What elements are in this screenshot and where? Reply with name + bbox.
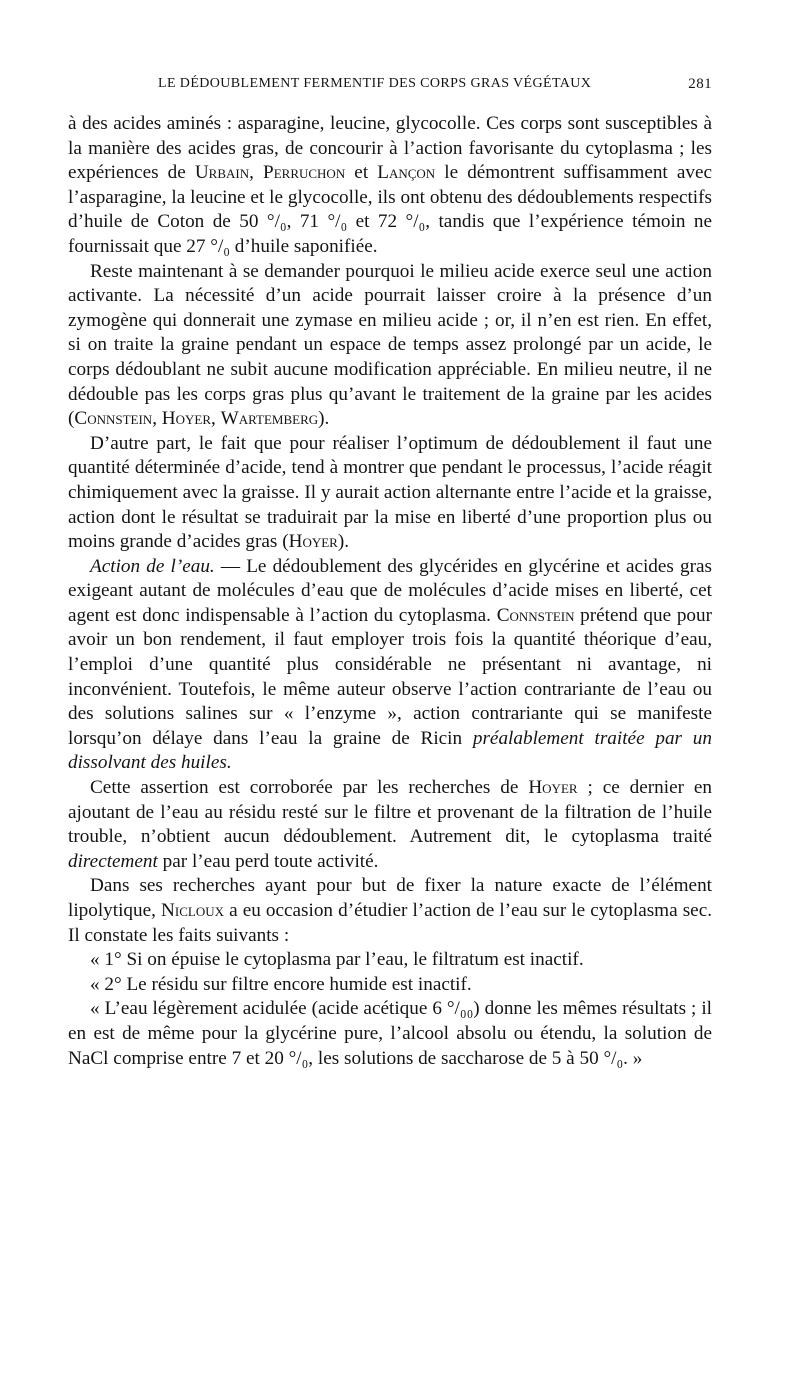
text-run: — Le dédoublement des glycérides en glycérine et acides gras exigeant autant de molécules d’eau que de molécules d’acide mises en liberté, cet agent est donc indispensable à l’action du cytoplasma. — [68, 555, 712, 626]
italic-run: préalablement traitée par un dissolvant des huiles. — [68, 727, 712, 774]
text-run: a eu occasion d’étudier l’action de l’eau sur le cytoplasma sec. Il constate les faits suivants : — [68, 900, 713, 946]
paragraph — [68, 260, 712, 432]
text-run: ; ce dernier en ajoutant de l’eau au résidu resté sur le filtre et provenant de la filtration de l’huile trouble, n’obtient aucun dédoublement. Autrement dit, le cytoplasma traité — [68, 777, 712, 848]
text-run: , — [152, 408, 162, 430]
text-run: par l’eau perd toute activité. — [157, 850, 379, 872]
author-name: Wartemberg — [220, 408, 319, 430]
text-run: D’autre part, le fait que pour réaliser l’optimum de dédoublement il faut une quantité déterminée d’acide, tend à montrer que pendant le processus, l’acide réagit chimiquement avec la graisse. Il y aurait action alternante entre l’acide et la graisse, action dont le résultat se traduirait par la mise en liberté d’une proportion plus ou moins grande d’acides gras ( — [68, 432, 712, 553]
author-name: Hoyer — [161, 408, 212, 430]
author-name: Urbain — [194, 162, 250, 184]
body-text — [68, 112, 712, 1071]
paragraph — [68, 874, 712, 948]
text-run: le démontrent suffisamment avec l’asparagine, la leucine et le glycocolle, ils ont obtenu des dédoublements respectifs d’huile de Coton de 50 °/₀, 71 °/₀ et 72 °/₀, tandis que l’expérience témoin ne fournissait que 27 °/₀ d’huile saponifiée. — [68, 162, 712, 257]
text-run: , — [211, 408, 221, 430]
text-run: à des acides aminés : asparagine, leucine, glycocolle. Ces corps sont susceptibles à la manière des acides gras, de concourir à l’action favorisante du cytoplasma ; les expériences de — [68, 113, 712, 184]
author-name: Connstein — [74, 408, 153, 430]
paragraph — [68, 432, 712, 555]
quote-paragraph — [68, 997, 712, 1071]
text-run: , — [249, 162, 264, 184]
paragraph — [68, 555, 712, 776]
text-run: Reste maintenant à se demander pourquoi le milieu acide exerce seul une action activante. La nécessité d’un acide pourrait laisser croire à la présence d’un zymogène qui donnerait une zymase en milieu acide ; or, il n’en est rien. En effet, si on traite la graine pendant un espace de temps assez prolongé par un acide, le corps dédoublant ne subit aucune modification appréciable. En milieu neutre, il ne dédouble pas les corps gras plus qu’avant le traitement de la graine par les acides ( — [68, 260, 712, 430]
author-name: Hoyer — [528, 777, 578, 799]
author-name: Perruchon — [263, 162, 346, 184]
section-heading: Action de l’eau. — [90, 555, 215, 577]
author-name: Lançon — [377, 162, 436, 184]
text-run: ). — [318, 408, 330, 430]
author-name: Connstein — [496, 604, 575, 626]
text-run: prétend que pour avoir un bon rendement, il faut employer trois fois la quantité théorique d’eau, l’emploi d’une quantité plus considérable ne présentant ni avantage, ni inconvénient. Toutefois, le même auteur observe l’action contrariante de l’eau ou des solutions salines sur « l’enzyme », action contrariante qui se manifeste lorsqu’on délaye dans l’eau la graine de Ricin — [68, 604, 712, 749]
author-name: Hoyer — [288, 531, 338, 553]
text-run: Dans ses recherches ayant pour but de fixer la nature exacte de l’élément lipolytique, — [68, 875, 712, 921]
running-title: LE DÉDOUBLEMENT FERMENTIF DES CORPS GRAS VÉGÉTAUX — [158, 76, 592, 91]
text-run: « L’eau légèrement acidulée (acide acétique 6 °/₀₀) donne les mêmes résultats ; il en est de même pour la glycérine pure, l’alcool absolu ou étendu, la solution de NaCl comprise entre 7 et 20 °/₀, les solutions de saccharose de 5 à 50 °/₀. » — [68, 998, 712, 1069]
text-run: et — [345, 162, 378, 184]
author-name: Nicloux — [161, 900, 224, 921]
text-run: ). — [337, 531, 350, 553]
quote-paragraph — [68, 948, 712, 973]
text-run: Cette assertion est corroborée par les recherches de — [90, 777, 529, 799]
text-run: « 2° Le résidu sur filtre encore humide est inactif. — [90, 973, 472, 995]
page-number: 281 — [688, 76, 712, 92]
paragraph — [68, 112, 712, 260]
italic-run: directement — [68, 850, 158, 872]
text-run: « 1° Si on épuise le cytoplasma par l’eau, le filtratum est inactif. — [90, 949, 584, 971]
quote-paragraph — [68, 973, 712, 998]
paragraph — [68, 776, 712, 874]
